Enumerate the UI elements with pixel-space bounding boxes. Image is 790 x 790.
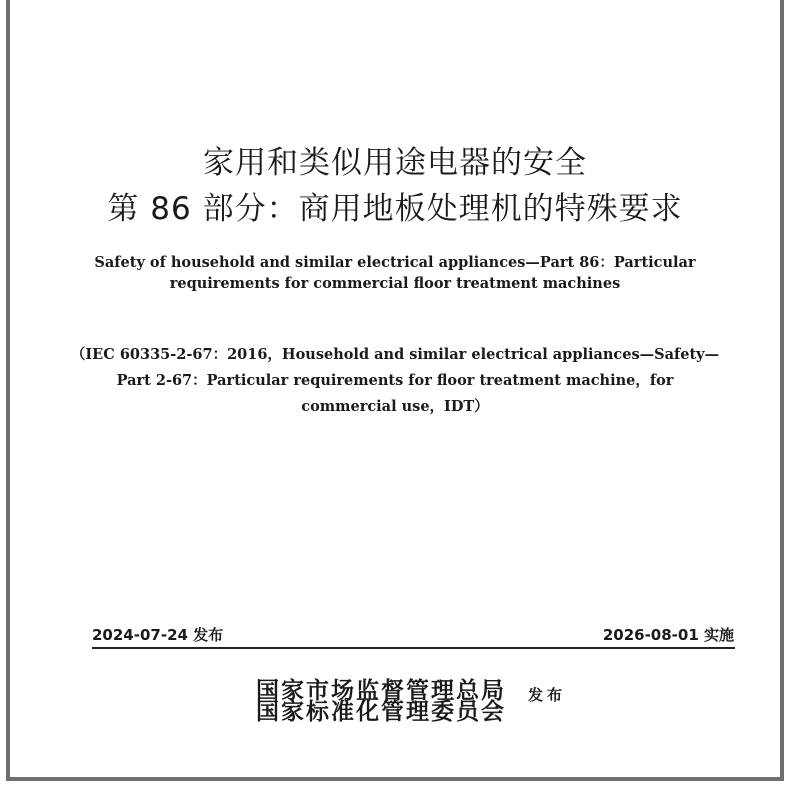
iec-reference-line-1: （IEC 60335-2-67：2016，Household and similar electrical appliances—Safety— bbox=[70, 346, 720, 363]
date-divider-line bbox=[92, 647, 735, 649]
chinese-title-line-2: 第 86 部分：商用地板处理机的特殊要求 bbox=[107, 191, 683, 227]
page-border bbox=[6, 0, 784, 781]
iec-reference-line-2: Part 2-67：Particular requirements for floor treatment machine，for bbox=[116, 372, 674, 389]
issue-date: 2024-07-24 发布 bbox=[92, 626, 224, 644]
issuer-org-1: 国家市场监督管理总局 bbox=[256, 677, 506, 704]
publish-label: 发布 bbox=[528, 686, 567, 704]
iec-reference-line-3: commercial use，IDT） bbox=[301, 398, 489, 415]
english-title-line-2: requirements for commercial floor treatment machines bbox=[169, 275, 621, 292]
implementation-date: 2026-08-01 实施 bbox=[602, 626, 734, 644]
english-title-line-1: Safety of household and similar electrical appliances—Part 86：Particular bbox=[94, 254, 696, 271]
chinese-title-line-1: 家用和类似用途电器的安全 bbox=[203, 145, 587, 181]
issuer-org-2: 国家标准化管理委员会 bbox=[256, 698, 506, 725]
